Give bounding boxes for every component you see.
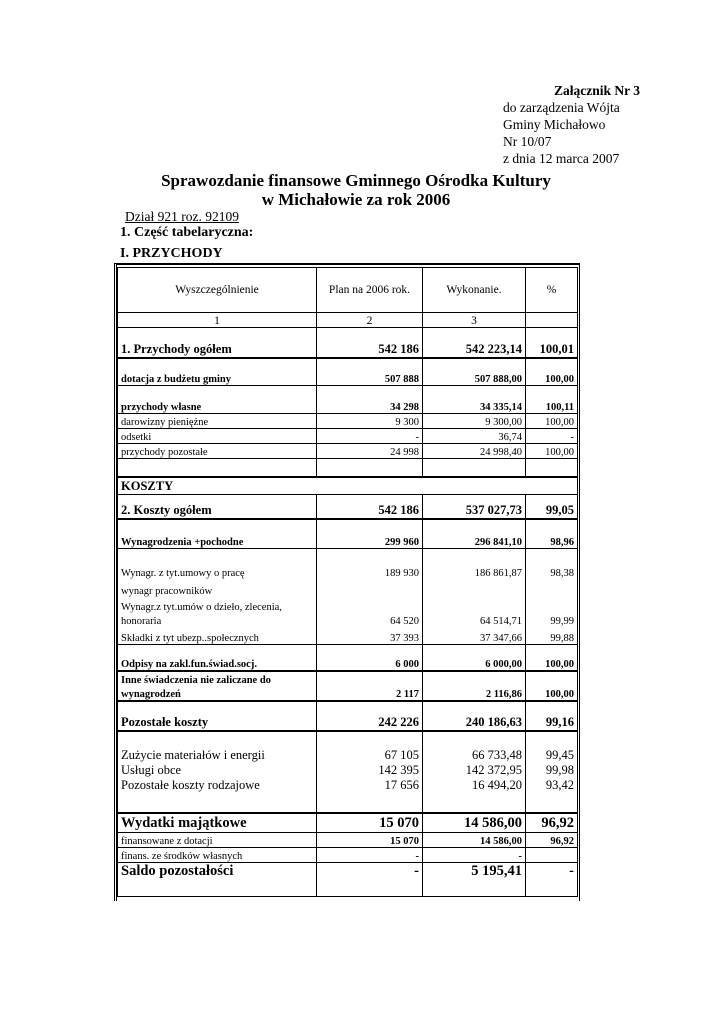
table-row <box>118 519 578 549</box>
actual-value: - <box>423 848 526 863</box>
dzial-label: Dział 921 roz. 92109 <box>125 209 239 224</box>
col-number: 1 <box>118 313 317 328</box>
plan-value: 542 186 <box>317 328 423 358</box>
actual-value: 2 116,86 <box>423 686 526 701</box>
plan-value: 299 960 <box>317 519 423 549</box>
table-row <box>118 414 578 429</box>
attachment-note <box>503 82 640 167</box>
table-row <box>118 645 578 671</box>
attachment-line: do zarządzenia Wójta <box>503 100 620 115</box>
row-label: darowizny pieniężne <box>118 414 317 429</box>
empty-cell <box>423 793 526 813</box>
row-label: Usługi obce <box>118 763 317 778</box>
section-heading: 1. Część tabelaryczna: <box>120 225 254 240</box>
percent-value <box>526 848 578 863</box>
plan-value: 507 888 <box>317 358 423 386</box>
plan-value: 67 105 <box>317 731 423 763</box>
percent-value: - <box>526 863 578 897</box>
table-row <box>118 386 578 414</box>
percent-value: 99,98 <box>526 763 578 778</box>
percent-value: - <box>526 429 578 444</box>
actual-value: 5 195,41 <box>423 863 526 897</box>
percent-value: 100,00 <box>526 414 578 429</box>
empty-cell <box>317 579 423 597</box>
plan-value: 15 070 <box>317 813 423 833</box>
percent-value: 98,96 <box>526 519 578 549</box>
actual-value: 296 841,10 <box>423 519 526 549</box>
header-cell: % <box>526 268 578 313</box>
table-header-row <box>118 268 578 313</box>
percent-value: 99,16 <box>526 701 578 731</box>
koszty-header-row <box>118 477 578 495</box>
table-row <box>118 731 578 763</box>
percent-value: 93,42 <box>526 778 578 793</box>
row-label: odsetki <box>118 429 317 444</box>
row-label: dotacja z budżetu gminy <box>118 358 317 386</box>
percent-value: 100,00 <box>526 444 578 459</box>
attachment-line: z dnia 12 marca 2007 <box>503 151 620 166</box>
row-label: Inne świadczenia nie zaliczane do <box>118 671 317 686</box>
empty-cell <box>118 793 317 813</box>
table-row <box>118 444 578 459</box>
actual-value: 36,74 <box>423 429 526 444</box>
table-row <box>118 549 578 579</box>
table-spacer-row <box>118 459 578 477</box>
plan-value: 24 998 <box>317 444 423 459</box>
row-label: finansowane z dotacji <box>118 833 317 848</box>
row-label: przychody pozostałe <box>118 444 317 459</box>
table-row <box>118 848 578 863</box>
actual-value: 66 733,48 <box>423 731 526 763</box>
empty-cell <box>526 597 578 613</box>
table-row <box>118 613 578 627</box>
plan-value: 17 656 <box>317 778 423 793</box>
table-row <box>118 863 578 897</box>
row-label: Wynagr. z tyt.umowy o pracę <box>118 549 317 579</box>
empty-cell <box>423 671 526 686</box>
table-row <box>118 686 578 701</box>
row-label: Wydatki majątkowe <box>118 813 317 833</box>
table-row <box>118 597 578 613</box>
actual-value: 142 372,95 <box>423 763 526 778</box>
row-label: Zużycie materiałów i energii <box>118 731 317 763</box>
actual-value: 537 027,73 <box>423 495 526 519</box>
plan-value: 542 186 <box>317 495 423 519</box>
row-label: finans. ze środków własnych <box>118 848 317 863</box>
empty-cell <box>526 579 578 597</box>
header-cell: Plan na 2006 rok. <box>317 268 423 313</box>
row-label: Składki z tyt ubezp..społecznych <box>118 627 317 645</box>
table-row <box>118 813 578 833</box>
row-label: Odpisy na zakl.fun.świad.socj. <box>118 645 317 671</box>
plan-value: 37 393 <box>317 627 423 645</box>
row-label: Saldo pozostałości <box>118 863 317 897</box>
actual-value: 240 186,63 <box>423 701 526 731</box>
percent-value: 99,45 <box>526 731 578 763</box>
table-row <box>118 328 578 358</box>
percent-value: 96,92 <box>526 833 578 848</box>
table-spacer-row <box>118 793 578 813</box>
plan-value: 242 226 <box>317 701 423 731</box>
table-row <box>118 671 578 686</box>
actual-value: 34 335,14 <box>423 386 526 414</box>
plan-value: 64 520 <box>317 613 423 627</box>
percent-value: 98,38 <box>526 549 578 579</box>
actual-value: 37 347,66 <box>423 627 526 645</box>
percent-value: 99,05 <box>526 495 578 519</box>
table-row <box>118 579 578 597</box>
table-row <box>118 429 578 444</box>
actual-value: 542 223,14 <box>423 328 526 358</box>
actual-value: 507 888,00 <box>423 358 526 386</box>
document-title-line2: w Michałowie za rok 2006 <box>261 190 451 209</box>
actual-value: 24 998,40 <box>423 444 526 459</box>
actual-value: 9 300,00 <box>423 414 526 429</box>
empty-cell <box>423 597 526 613</box>
attachment-label: Załącznik Nr 3 <box>553 83 640 98</box>
actual-value: 6 000,00 <box>423 645 526 671</box>
row-label: 2. Koszty ogółem <box>118 495 317 519</box>
plan-value: - <box>317 848 423 863</box>
attachment-line: Nr 10/07 <box>503 134 552 149</box>
percent-value: 99,99 <box>526 613 578 627</box>
col-number <box>526 313 578 328</box>
col-number: 2 <box>317 313 423 328</box>
plan-value: 142 395 <box>317 763 423 778</box>
row-label: wynagr pracowników <box>118 579 317 597</box>
koszty-header: KOSZTY <box>118 477 578 495</box>
percent-value: 100,11 <box>526 386 578 414</box>
actual-value: 14 586,00 <box>423 833 526 848</box>
percent-value: 100,00 <box>526 645 578 671</box>
actual-value: 64 514,71 <box>423 613 526 627</box>
attachment-line: Gminy Michałowo <box>503 117 606 132</box>
financial-table <box>117 267 578 897</box>
table-row <box>118 833 578 848</box>
col-number: 3 <box>423 313 526 328</box>
plan-value: 2 117 <box>317 686 423 701</box>
row-label: Pozostałe koszty rodzajowe <box>118 778 317 793</box>
header-cell: Wykonanie. <box>423 268 526 313</box>
percent-value: 100,00 <box>526 358 578 386</box>
percent-value: 96,92 <box>526 813 578 833</box>
table-row <box>118 495 578 519</box>
plan-value: 9 300 <box>317 414 423 429</box>
table-row <box>118 701 578 731</box>
empty-cell <box>317 793 423 813</box>
actual-value: 186 861,87 <box>423 549 526 579</box>
empty-cell <box>423 579 526 597</box>
table-row <box>118 778 578 793</box>
empty-cell <box>526 671 578 686</box>
row-label: Wynagr.z tyt.umów o dzieło, zlecenia, <box>118 597 317 613</box>
empty-cell <box>317 597 423 613</box>
row-label: wynagrodzeń <box>118 686 317 701</box>
subsection-heading: I. PRZYCHODY <box>120 246 223 261</box>
empty-cell <box>526 459 578 477</box>
plan-value: - <box>317 429 423 444</box>
percent-value: 100,00 <box>526 686 578 701</box>
plan-value: 6 000 <box>317 645 423 671</box>
table-row <box>118 358 578 386</box>
row-label: Wynagrodzenia +pochodne <box>118 519 317 549</box>
empty-cell <box>118 459 317 477</box>
actual-value: 14 586,00 <box>423 813 526 833</box>
percent-value: 99,88 <box>526 627 578 645</box>
empty-cell <box>423 459 526 477</box>
table-row <box>118 627 578 645</box>
empty-cell <box>526 793 578 813</box>
actual-value: 16 494,20 <box>423 778 526 793</box>
percent-value: 100,01 <box>526 328 578 358</box>
column-number-row <box>118 313 578 328</box>
table-row <box>118 763 578 778</box>
header-cell: Wyszczególnienie <box>118 268 317 313</box>
document-title: Sprawozdanie finansowe Gminnego Ośrodka Kultury <box>161 171 551 190</box>
empty-cell <box>317 671 423 686</box>
plan-value: - <box>317 863 423 897</box>
empty-cell <box>317 459 423 477</box>
plan-value: 34 298 <box>317 386 423 414</box>
plan-value: 15 070 <box>317 833 423 848</box>
row-label: 1. Przychody ogółem <box>118 328 317 358</box>
row-label: Pozostałe koszty <box>118 701 317 731</box>
plan-value: 189 930 <box>317 549 423 579</box>
row-label: honoraria <box>118 613 317 627</box>
row-label: przychody własne <box>118 386 317 414</box>
